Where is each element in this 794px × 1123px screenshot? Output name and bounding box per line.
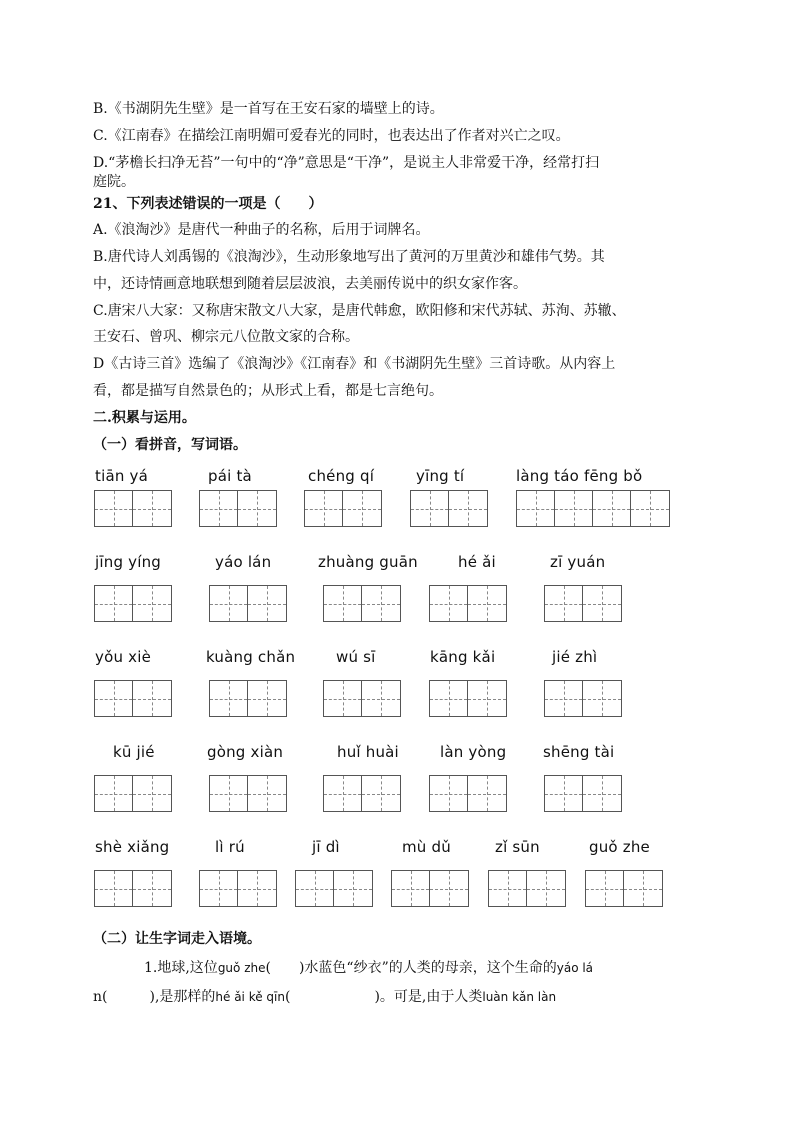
pinyin-label: shēng tài [543, 743, 615, 761]
pinyin-label: pái tà [208, 467, 252, 485]
pinyin-label: yáo lán [215, 553, 272, 571]
q21-option-c-cont: 王安石、曾巩、柳宗元八位散文家的合称。 [93, 329, 359, 345]
q21-option-d-cont: 看，都是描写自然景色的；从形式上看，都是七言绝句。 [93, 383, 443, 399]
pinyin-label: yīng tí [416, 467, 465, 485]
pinyin-label: jī dì [312, 838, 340, 856]
pinyin-label: làng táo fēng bǒ [516, 467, 643, 485]
writing-grid[interactable] [585, 870, 663, 907]
writing-grid[interactable] [488, 870, 566, 907]
q21-option-b-cont: 中，还诗情画意地联想到随着层层波浪，去美丽传说中的织女家作客。 [93, 276, 527, 292]
context-text: 1.地球,这位 [144, 960, 218, 976]
pinyin-label: hé ǎi [458, 553, 496, 571]
writing-grid[interactable] [544, 680, 622, 717]
q21-option-a: A.《浪淘沙》是唐代一种曲子的名称，后用于词牌名。 [93, 222, 430, 238]
pinyin-label: gòng xiàn [207, 743, 284, 761]
writing-grid[interactable] [295, 870, 373, 907]
pinyin-label: zhuàng guān [318, 553, 418, 571]
writing-grid[interactable] [544, 585, 622, 622]
writing-grid[interactable] [429, 775, 507, 812]
option-b-text: B.《书湖阴先生壁》是一首写在王安石家的墙壁上的诗。 [93, 101, 444, 117]
writing-grid[interactable] [429, 680, 507, 717]
writing-grid[interactable] [304, 490, 382, 527]
pinyin-label: mù dǔ [402, 838, 451, 856]
option-c-text: C.《江南春》在描绘江南明媚可爱春光的同时，也表达出了作者对兴亡之叹。 [93, 128, 570, 144]
writing-grid[interactable] [94, 585, 172, 622]
q21-option-c: C.唐宋八大家：又称唐宋散文八大家，是唐代韩愈，欧阳修和宋代苏轼、苏洵、苏辙、 [93, 303, 626, 319]
context-pinyin: guǒ zhe [217, 961, 266, 975]
writing-grid[interactable] [199, 490, 277, 527]
context-text: n( ),是那样的 [93, 989, 216, 1005]
pinyin-label: làn yòng [440, 743, 507, 761]
context-text: ( )。可是,由于人类 [284, 989, 483, 1005]
pinyin-label: jié zhì [552, 648, 598, 666]
context-pinyin: luàn kǎn làn [482, 990, 557, 1004]
pinyin-label: shè xiǎng [95, 838, 170, 856]
writing-grid[interactable] [94, 775, 172, 812]
writing-grid[interactable] [323, 585, 401, 622]
section-two-heading: 二.积累与运用。 [93, 410, 196, 426]
pinyin-label: yǒu xiè [95, 648, 152, 666]
writing-grid[interactable] [209, 680, 287, 717]
question-21: 21、下列表述错误的一项是（ ） [93, 196, 323, 212]
option-d-text-cont: 庭院。 [93, 174, 135, 190]
subsection-two-heading: （二）让生字词走入语境。 [93, 931, 261, 947]
subsection-one-heading: （一）看拼音，写词语。 [93, 437, 247, 453]
writing-grid[interactable] [209, 775, 287, 812]
writing-grid[interactable] [516, 490, 670, 527]
context-line-2 [93, 987, 556, 1007]
pinyin-label: chéng qí [308, 467, 375, 485]
writing-grid[interactable] [199, 870, 277, 907]
context-pinyin: yáo lá [556, 961, 594, 975]
pinyin-label: huǐ huài [337, 743, 399, 761]
pinyin-label: tiān yá [95, 467, 148, 485]
pinyin-label: zǐ sūn [495, 838, 540, 856]
writing-grid[interactable] [391, 870, 469, 907]
writing-grid[interactable] [94, 680, 172, 717]
pinyin-label: lì rú [215, 838, 245, 856]
writing-grid[interactable] [209, 585, 287, 622]
pinyin-label: guǒ zhe [589, 838, 650, 856]
pinyin-label: kū jié [113, 743, 155, 761]
pinyin-label: kuàng chǎn [206, 648, 296, 666]
pinyin-label: jīng yíng [95, 553, 162, 571]
writing-grid[interactable] [410, 490, 488, 527]
option-d-text: D.“茅檐长扫净无苔”一句中的“净”意思是“干净”，是说主人非常爱干净，经常打扫 [93, 155, 600, 171]
context-line-1 [144, 958, 593, 978]
writing-grid[interactable] [94, 490, 172, 527]
pinyin-label: wú sī [336, 648, 376, 666]
writing-grid[interactable] [323, 680, 401, 717]
writing-grid[interactable] [544, 775, 622, 812]
pinyin-label: kāng kǎi [430, 648, 496, 666]
context-text: ( )水蓝色“纱衣”的人类的母亲，这个生命的 [265, 960, 557, 976]
q21-option-b: B.唐代诗人刘禹锡的《浪淘沙》，生动形象地写出了黄河的万里黄沙和雄伟气势。其 [93, 249, 605, 265]
writing-grid[interactable] [323, 775, 401, 812]
q21-option-d: D《古诗三首》选编了《浪淘沙》《江南春》和《书湖阴先生壁》三首诗歌。从内容上 [93, 356, 616, 372]
writing-grid[interactable] [94, 870, 172, 907]
pinyin-label: zī yuán [550, 553, 606, 571]
writing-grid[interactable] [429, 585, 507, 622]
context-pinyin: hé ǎi kě qīn [215, 990, 285, 1004]
